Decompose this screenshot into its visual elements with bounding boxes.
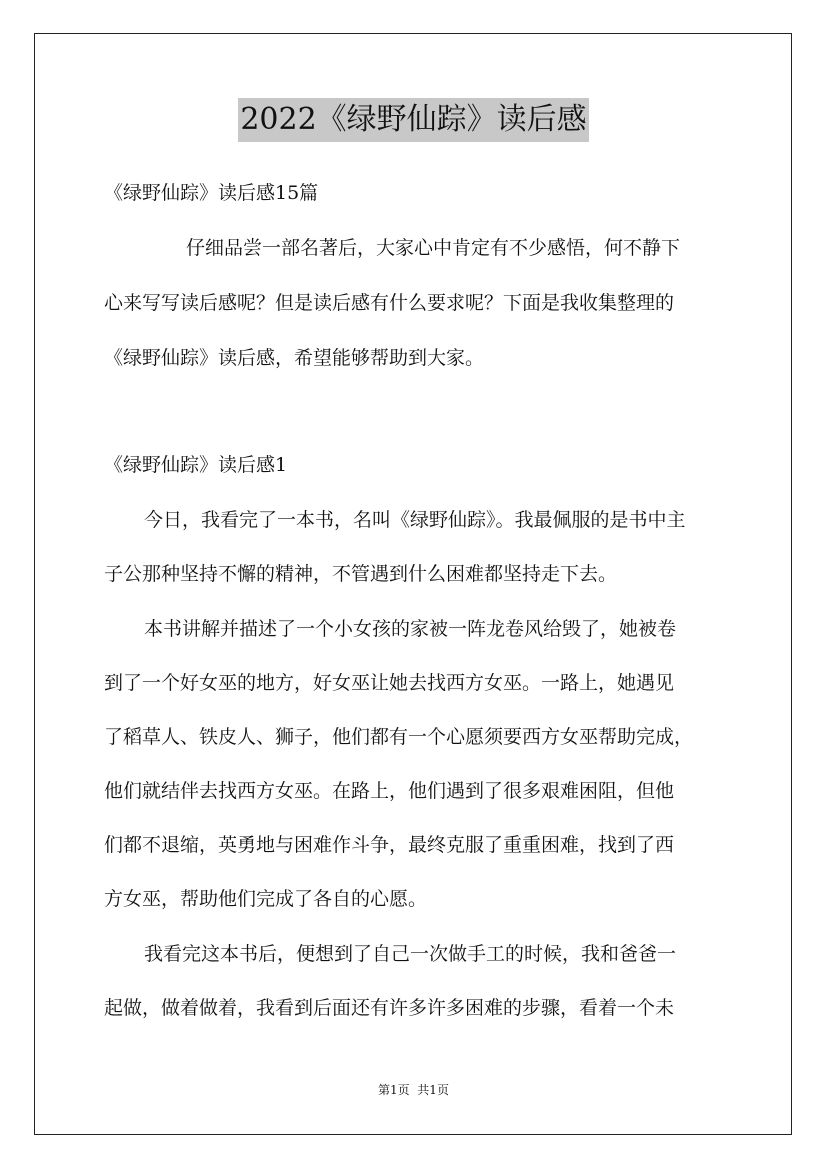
body-line: 到了一个好女巫的地方，好女巫让她去找西方女巫。一路上，她遇见 xyxy=(104,672,675,694)
intro-line: 仔细品尝一部名著后，大家心中肯定有不少感悟，何不静下 xyxy=(186,237,681,259)
body-line: 了稻草人、铁皮人、狮子，他们都有一个心愿须要西方女巫帮助完成， xyxy=(104,726,694,748)
body-line: 起做，做着做着，我看到后面还有许多许多困难的步骤，看着一个未 xyxy=(104,997,675,1019)
body-line: 他们就结伴去找西方女巫。在路上，他们遇到了很多艰难困阻，但他 xyxy=(104,780,675,802)
document-subtitle: 《绿野仙踪》读后感15篇 xyxy=(104,182,319,204)
body-line: 本书讲解并描述了一个小女孩的家被一阵龙卷风给毁了，她被卷 xyxy=(144,618,677,640)
body-line: 我看完这本书后，便想到了自己一次做手工的时候，我和爸爸一 xyxy=(144,943,677,965)
body-line: 今日，我看完了一本书，名叫《绿野仙踪》。我最佩服的是书中主 xyxy=(144,509,686,531)
intro-line: 心来写写读后感呢？但是读后感有什么要求呢？下面是我收集整理的 xyxy=(104,292,675,314)
page-footer: 第1页 共1页 xyxy=(378,1083,449,1097)
intro-line: 《绿野仙踪》读后感，希望能够帮助到大家。 xyxy=(104,347,485,369)
body-line: 方女巫，帮助他们完成了各自的心愿。 xyxy=(104,888,428,910)
title-container xyxy=(0,98,827,142)
section-heading: 《绿野仙踪》读后感1 xyxy=(104,454,288,476)
document-title: 2022《绿野仙踪》读后感 xyxy=(238,98,588,142)
body-line: 子公那种坚持不懈的精神，不管遇到什么困难都坚持走下去。 xyxy=(104,563,618,585)
body-line: 们都不退缩，英勇地与困难作斗争，最终克服了重重困难，找到了西 xyxy=(104,834,675,856)
